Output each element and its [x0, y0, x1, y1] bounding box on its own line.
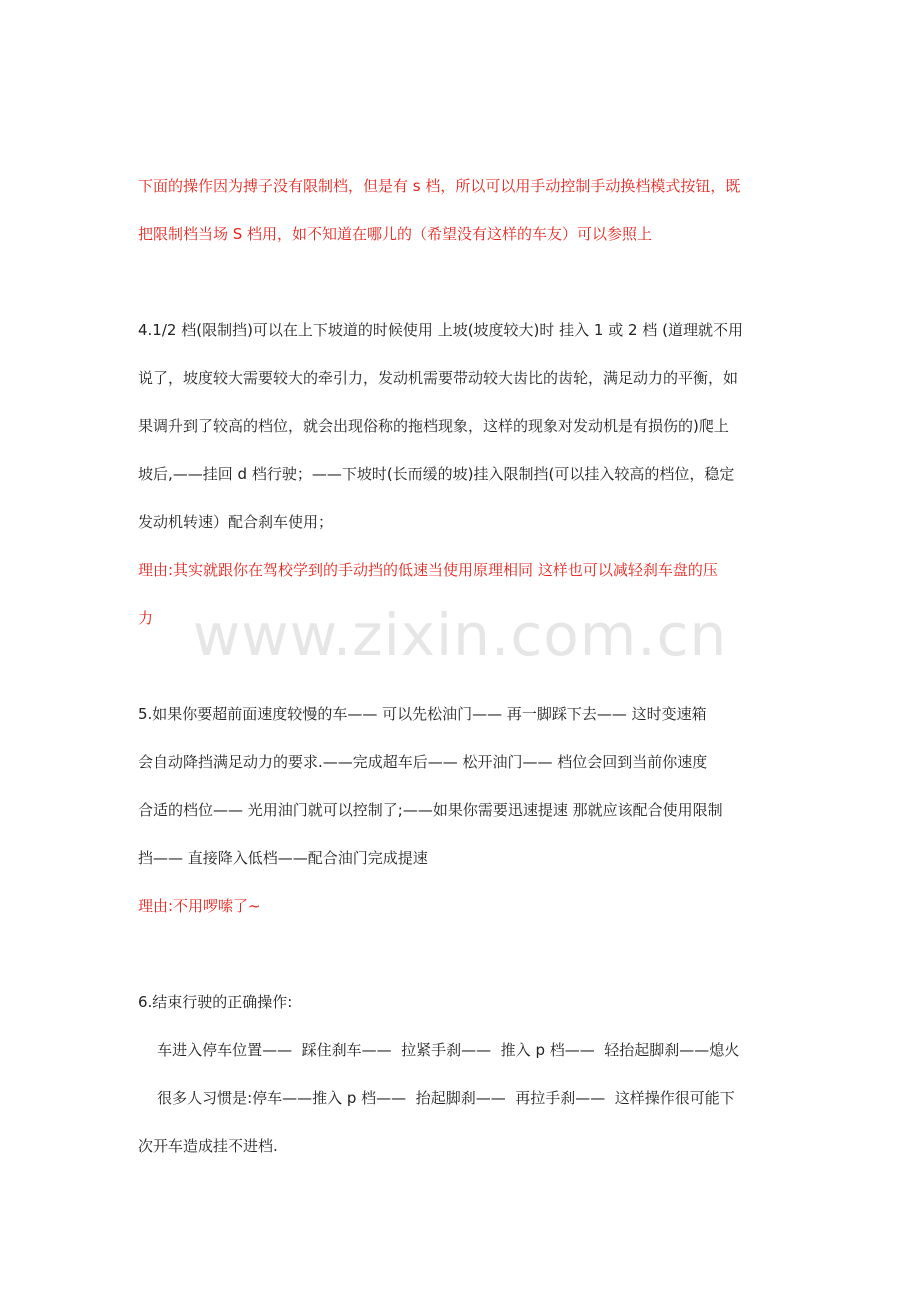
intro-line-2: 把限制档当场 S 档用，如不知道在哪儿的（希望没有这样的车友）可以参照上 — [138, 225, 653, 243]
item-5-line-1: 5.如果你要超前面速度较慢的车—— 可以先松油门—— 再一脚踩下去—— 这时变速箱 — [138, 705, 707, 723]
item-5-line-3: 合适的档位—— 光用油门就可以控制了;——如果你需要迅速提速 那就应该配合使用限制 — [138, 801, 723, 819]
item-5-line-2: 会自动降挡满足动力的要求.——完成超车后—— 松开油门—— 档位会回到当前你速度 — [138, 753, 708, 771]
item-6-line-3: 次开车造成挂不进档. — [138, 1137, 278, 1155]
item-4-line-3: 果调升到了较高的档位，就会出现俗称的拖档现象，这样的现象对发动机是有损伤的)爬上 — [138, 417, 729, 435]
item-4-reason-line-2: 力 — [138, 609, 154, 627]
item-5-reason: 理由:不用啰嗦了~ — [138, 897, 261, 915]
item-4-line-1: 4.1/2 档(限制挡)可以在上下坡道的时候使用 上坡(坡度较大)时 挂入 1 或 2 档 (道理就不用 — [138, 321, 743, 339]
item-4-line-2: 说了，坡度较大需要较大的牵引力，发动机需要带动较大齿比的齿轮，满足动力的平衡，如 — [138, 369, 739, 387]
item-6-line-1: 车进入停车位置—— 踩住刹车—— 拉紧手刹—— 推入 p 档—— 轻抬起脚刹——熄火 — [138, 1041, 740, 1059]
watermark: www.zixin.com.cn — [192, 601, 728, 669]
item-4-line-5: 发动机转速）配合刹车使用； — [138, 513, 334, 531]
item-5-line-4: 挡—— 直接降入低档——配合油门完成提速 — [138, 849, 428, 867]
intro-line-1: 下面的操作因为搏子没有限制档，但是有 s 档，所以可以用手动控制手动换档模式按钮，既 — [138, 177, 741, 195]
item-6-line-2: 很多人习惯是:停车——推入 p 档—— 抬起脚刹—— 再拉手刹—— 这样操作很可能下 — [138, 1089, 735, 1107]
item-4-reason-line-1: 理由:其实就跟你在驾校学到的手动挡的低速当使用原理相同 这样也可以减轻刹车盘的压 — [138, 561, 718, 579]
item-4-line-4: 坡后,——挂回 d 档行驶；——下坡时(长而缓的坡)挂入限制挡(可以挂入较高的档位，稳定 — [138, 465, 735, 483]
item-6-heading: 6.结束行驶的正确操作: — [138, 993, 293, 1011]
